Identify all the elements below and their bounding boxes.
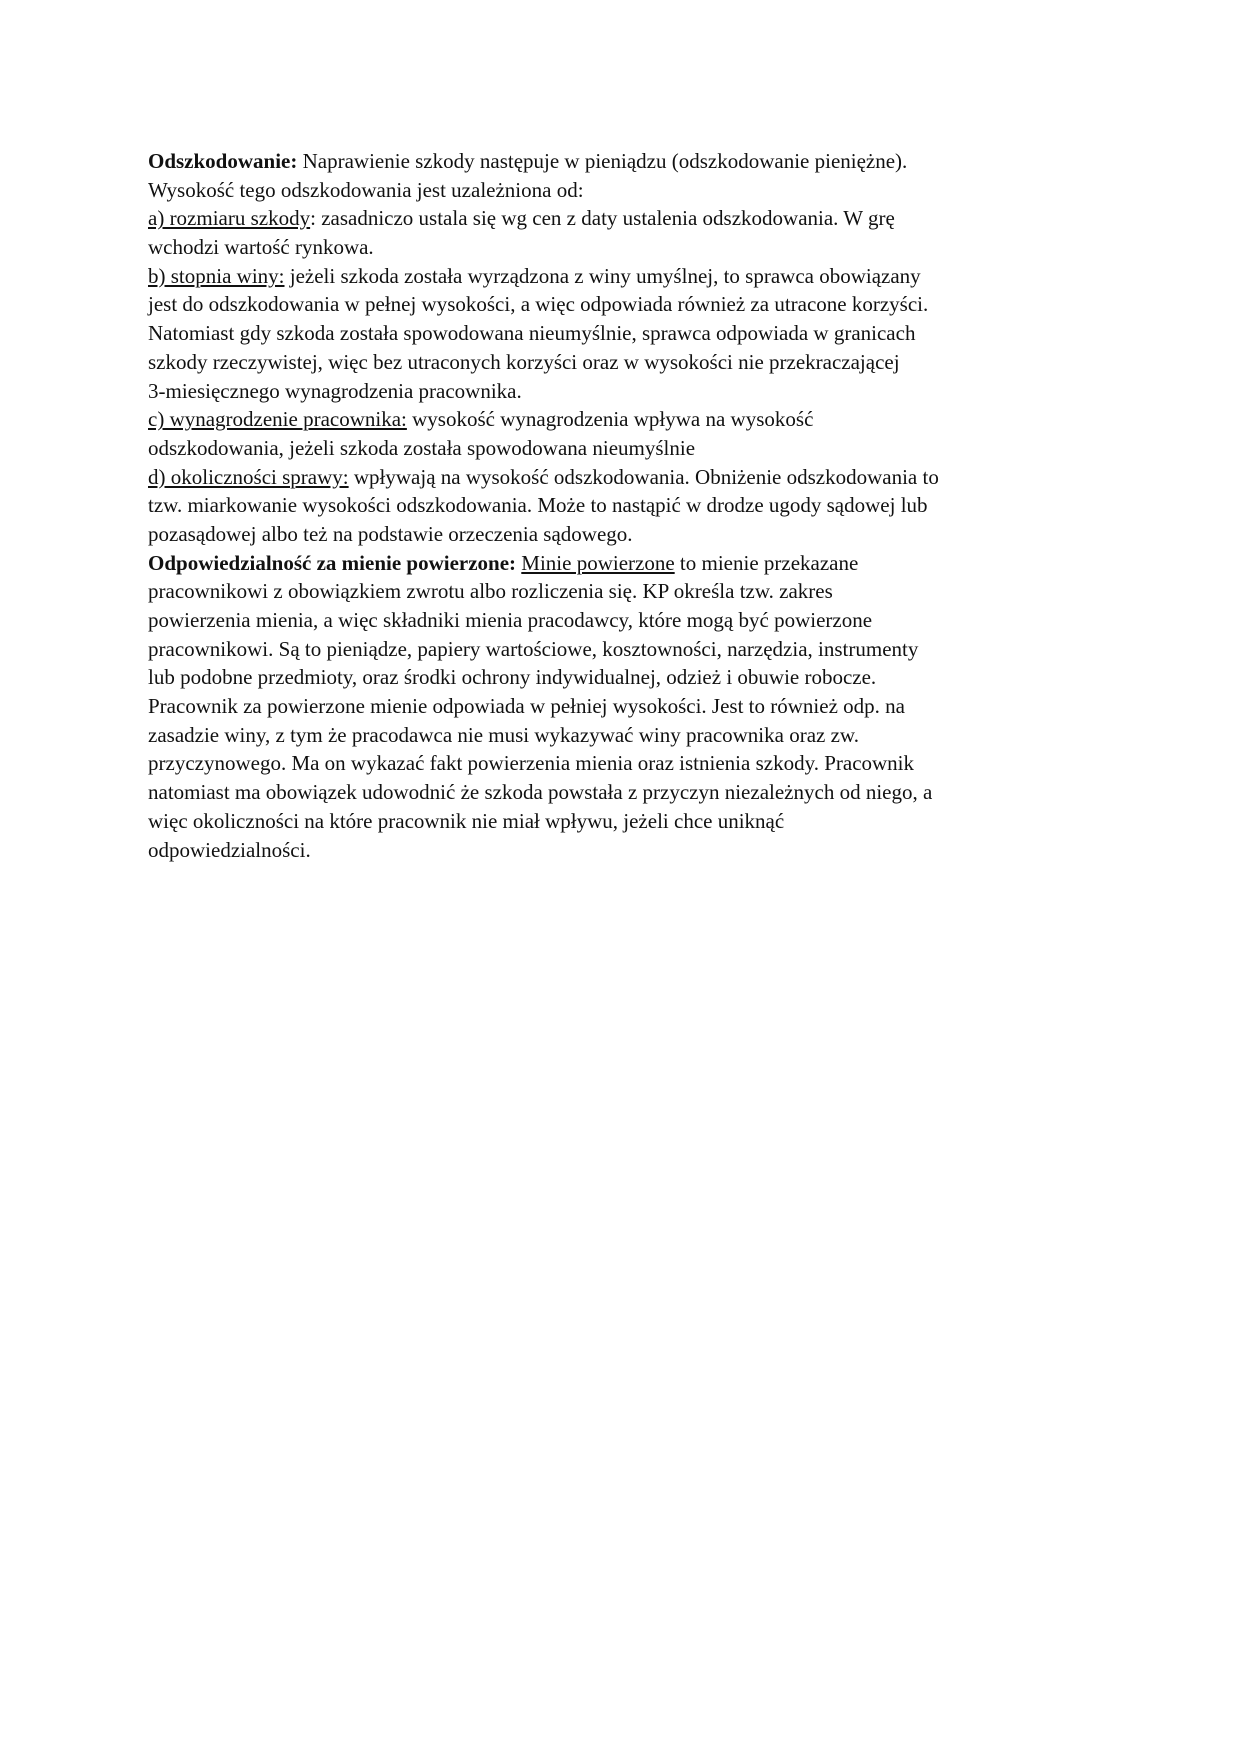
body-text: szkody rzeczywistej, więc bez utraconych korzyści oraz w wysokości nie przekraczającej [148,349,900,374]
section-heading: Odpowiedzialność za mienie powierzone: [148,550,517,575]
text-line [148,663,1093,692]
body-text: przyczynowego. Ma on wykazać fakt powierzenia mienia oraz istnienia szkody. Pracownik [148,751,915,776]
text-line [148,233,1093,262]
text-line [148,635,1093,664]
body-text: Wysokość tego odszkodowania jest uzależniona od: [148,177,584,202]
text-line [148,348,1093,377]
body-text: pozasądowej albo też na podstawie orzeczenia sądowego. [148,521,633,546]
text-line [148,577,1093,606]
body-text: : zasadniczo ustala się wg cen z daty ustalenia odszkodowania. W grę [310,206,895,231]
text-line [148,377,1093,406]
body-text: pracownikowi. Są to pieniądze, papiery wartościowe, kosztowności, narzędzia, instrumenty [148,636,919,661]
text-line [148,204,1093,233]
body-text: natomiast ma obowiązek udowodnić że szkoda powstała z przyczyn niezależnych od niego, a [148,780,933,805]
body-text: powierzenia mienia, a więc składniki mienia pracodawcy, które mogą być powierzone [148,608,873,632]
body-text: pracownikowi z obowiązkiem zwrotu albo rozliczenia się. KP określa tzw. zakres [148,579,833,604]
body-text: odszkodowania, jeżeli szkoda została spowodowana nieumyślnie [148,435,696,460]
body-text: Naprawienie szkody następuje w pieniądzu (odszkodowanie pieniężne). [297,149,908,173]
body-text: wpływają na wysokość odszkodowania. Obniżenie odszkodowania to [348,464,939,489]
text-line [148,549,1093,578]
text-line [148,319,1093,348]
body-text: Pracownik za powierzone mienie odpowiada w pełniej wysokości. Jest to również odp. na [148,694,905,719]
body-text: jest do odszkodowania w pełnej wysokości, a więc odpowiada również za utracone korzyści. [148,292,929,317]
text-line [148,606,1093,635]
text-line [148,836,1093,865]
text-line [148,520,1093,549]
text-line [148,778,1093,807]
underlined-term: Minie powierzone [521,550,675,575]
body-text: zasadzie winy, z tym że pracodawca nie musi wykazywać winy pracownika oraz zw. [148,722,859,747]
text-line [148,749,1093,778]
underlined-term: d) okoliczności sprawy: [148,464,349,489]
underlined-term: a) rozmiaru szkody [148,206,311,231]
text-line [148,290,1093,319]
text-line [148,721,1093,750]
text-line [148,807,1093,836]
body-text: wysokość wynagrodzenia wpływa na wysokość [406,407,814,432]
body-text: więc okoliczności na które pracownik nie miał wpływu, jeżeli chce uniknąć [148,808,785,833]
text-line [148,262,1093,291]
body-text: jeżeli szkoda została wyrządzona z winy umyślnej, to sprawca obowiązany [284,263,921,288]
text-line [148,147,1093,176]
text-line [148,463,1093,492]
section-heading: Odszkodowanie: [148,149,298,173]
text-line [148,491,1093,520]
body-text: to mienie przekazane [674,550,859,575]
underlined-term: c) wynagrodzenie pracownika: [148,407,407,432]
body-text: odpowiedzialności. [148,837,311,862]
body-text: tzw. miarkowanie wysokości odszkodowania. Może to nastąpić w drodze ugody sądowej lub [148,493,928,518]
body-text: wchodzi wartość rynkowa. [148,235,374,260]
document-body [148,147,1093,864]
text-line [148,405,1093,434]
body-text: Natomiast gdy szkoda została spowodowana nieumyślnie, sprawca odpowiada w granicach [148,321,916,346]
body-text: lub podobne przedmioty, oraz środki ochrony indywidualnej, odzież i obuwie robocze. [148,665,877,690]
text-line [148,434,1093,463]
text-line [148,176,1093,205]
underlined-term: b) stopnia winy: [148,263,285,288]
text-line [148,692,1093,721]
body-text: 3-miesięcznego wynagrodzenia pracownika. [148,378,522,403]
